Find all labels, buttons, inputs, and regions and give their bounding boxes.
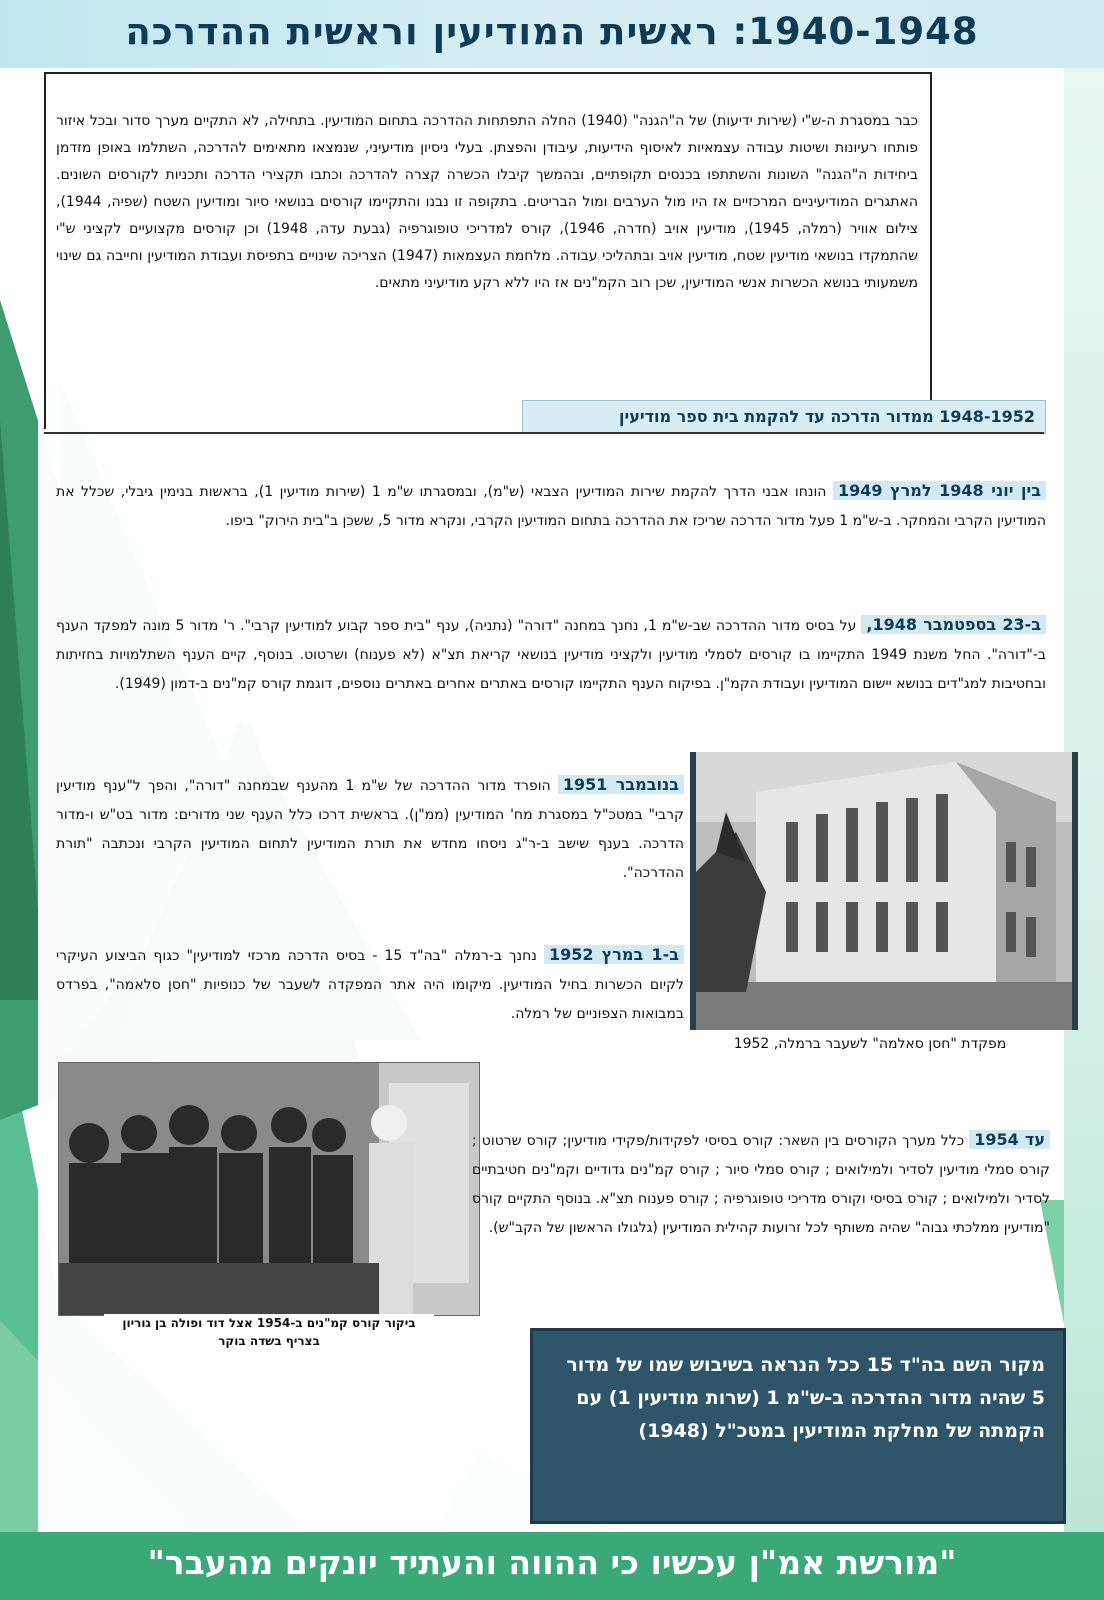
date-tag: בנובמבר 1951 [558,775,684,794]
timeline-block-nov-1951 [56,770,684,888]
date-tag: בין יוני 1948 למרץ 1949 [833,481,1046,500]
timeline-block-mar-1952 [56,940,684,1029]
date-tag: ב-1 במרץ 1952 [544,945,684,964]
name-origin-box [530,1328,1066,1524]
section-heading [522,400,1046,434]
block-text: כלל מערך הקורסים בין השאר: קורס בסיסי לפקידות/פקידי מודיעין; קורס שרטוט ; קורס סמלי מודיעין לסדיר ולמילואים ; קורס סמלי סיור ; קורס קמ"נים גדודיים וקמ"נים חטיבתיים לסדיר ולמילואים ; קורס בסיסי וקורס מדריכי טופוגרפיה ; קורס פענוח תצ"א. בנוסף התקיים קורס "מודיעין ממלכתי גבוה" שהיה משותף לכל זרועות קהילית המודיעין (גלגולו הראשון של הקב"ש). [472,1133,1050,1236]
page-title: 1940-1948: ראשית המודיעין וראשית ההדרכה [125,10,979,53]
visit-photo [58,1062,480,1316]
block-text: הונחו אבני הדרך להקמת שירות המודיעין הצבאי (ש"מ), ובמסגרתו ש"מ 1 (שירות מודיעין 1), בראשות בנימין גיבלי, שכלל את המודיעין הקרבי והמחקר. ב-ש"מ 1 פעל מדור הדרכה שריכז את ההדרכה בתחום המודיעין הקרבי, ונקרא מדור 5, ששכן ב"בית הירוק" ביפו. [56,484,1046,529]
group-image [59,1063,479,1315]
timeline-block-1948-49 [56,476,1046,536]
timeline-block-1954 [472,1125,1050,1243]
timeline-block-sept-1948 [56,610,1046,699]
date-tag: ב-23 בספטמבר 1948, [861,615,1046,634]
photo-caption-building: מפקדת "חסן סאלמה" לשעבר ברמלה, 1952 [733,1036,1007,1052]
header-bar [0,0,1104,68]
block-text: הופרד מדור ההדרכה של ש"מ 1 מהענף שבמחנה "דורה", והפך ל"ענף מודיעין קרבי" במטכ"ל במסגרת מח' המודיעין (ממ"ן). בראשית דרכו כלל הענף שני מדורים: מדור בט"ש ו-מדור הדרכה. בענף שישב ב-ר"ג ניסחו מחדש את תורת המודיעין לתחום המודיעין הקרבי ונכתבה "תורת ההדרכה". [56,778,684,881]
block-text: על בסיס מדור ההדרכה שב-ש"מ 1, נחנך במחנה "דורה" (נתניה), ענף "בית ספר קבוע למודיעין קרבי". ר' מדור 5 מונה למפקד הענף ב-"דורה". החל משנת 1949 התקיימו בו קורסים לסמלי מודיעין ולקציני מודיעין בנושאי קריאת תצ"א (לא פענוח) ושרטוט. בנוסף, קיים הענף השתלמויות בחזיתות ובחטיבות למג"דים בנושא יישום המודיעין ועבודת הקמ"ן. בפיקוח הענף התקיימו קורסים באתרים אחרים באתרים נוספים, דוגמת קורס קמ"נים ב-דמון (1949). [56,618,1046,692]
date-tag: עד 1954 [969,1130,1050,1149]
footer-bar [0,1532,1104,1600]
photo-caption-visit: ביקור קורס קמ"נים ב-1954 אצל דוד ופולה בן גוריון בצריף בשדה בוקר [104,1314,434,1350]
footer-slogan: "מורשת אמ"ן עכשיו כי ההווה והעתיד יונקים מהעבר" [147,1543,957,1582]
intro-paragraph: כבר במסגרת ה-ש"י (שירות ידיעות) של ה"הגנה" (1940) החלה התפתחות ההדרכה בתחום המודיעין. בתחילה, לא התקיים מערך סדור ובכל איזור פותחו רעיונות ושיטות עבודה עצמאיות לאיסוף הידיעות, עיבודן והפצתן. בעלי ניסיון מודיעיני, שנמצאו מתאימים להדרכה, השתלמו באופן מזדמן ביחידות ה"הגנה" השונות והשתתפו בכנסים תקופתיים, ובהמשך קיבלו הכשרה קצרה להדרכה וכתבו תקצירי הדרכה ותכניות לקורסים השונים. האתגרים המודיעיניים המרכזיים אז היו מול הערבים ומול הבריטים. בתקופה זו נבנו והתקיימו קורסים בנושאי סיור ומודיעין השטח (שפיה, 1944), צילום אוויר (רמלה, 1945), מודיעין אויב (חדרה, 1946), קורס למדריכי טופוגרפיה (גבעת עדה, 1948) וכן קורסים מקצועיים לקציני ש"י שהתמקדו בנושאי מודיעין שטח, מודיעין אויב ובתהליכי עבודה. מלחמת העצמאות (1947) הצריכה שינויים בתפיסת ועבודת המודיעין וחייבה גם שינוי משמעותי בנושא הכשרות אנשי המודיעין, שכן רוב הקמ"נים אז היו ללא רקע מודיעיני מתאים. [56,113,919,291]
section-divider [44,432,1044,434]
building-image [696,752,1072,1030]
section-title: 1948-1952 ממדור הדרכה עד להקמת בית ספר מודיעין [619,407,1035,426]
name-origin-text: מקור השם בה"ד 15 ככל הנראה בשיבוש שמו של מדור 5 שהיה מדור ההדרכה ב-ש"מ 1 (שרות מודיעין 1) עם הקמתה של מחלקת המודיעין במטכ"ל (1948) [566,1354,1045,1442]
building-photo [690,752,1078,1030]
block-text: נחנך ב-רמלה "בה"ד 15 - בסיס הדרכה מרכזי למודיעין" כגוף הביצוע העיקרי לקיום הכשרות בחיל המודיעין. מיקומו היה אתר המפקדה לשעבר של כנופיות "חסן סלאמה", בפרדס במבואות הצפוניים של רמלה. [56,948,684,1022]
